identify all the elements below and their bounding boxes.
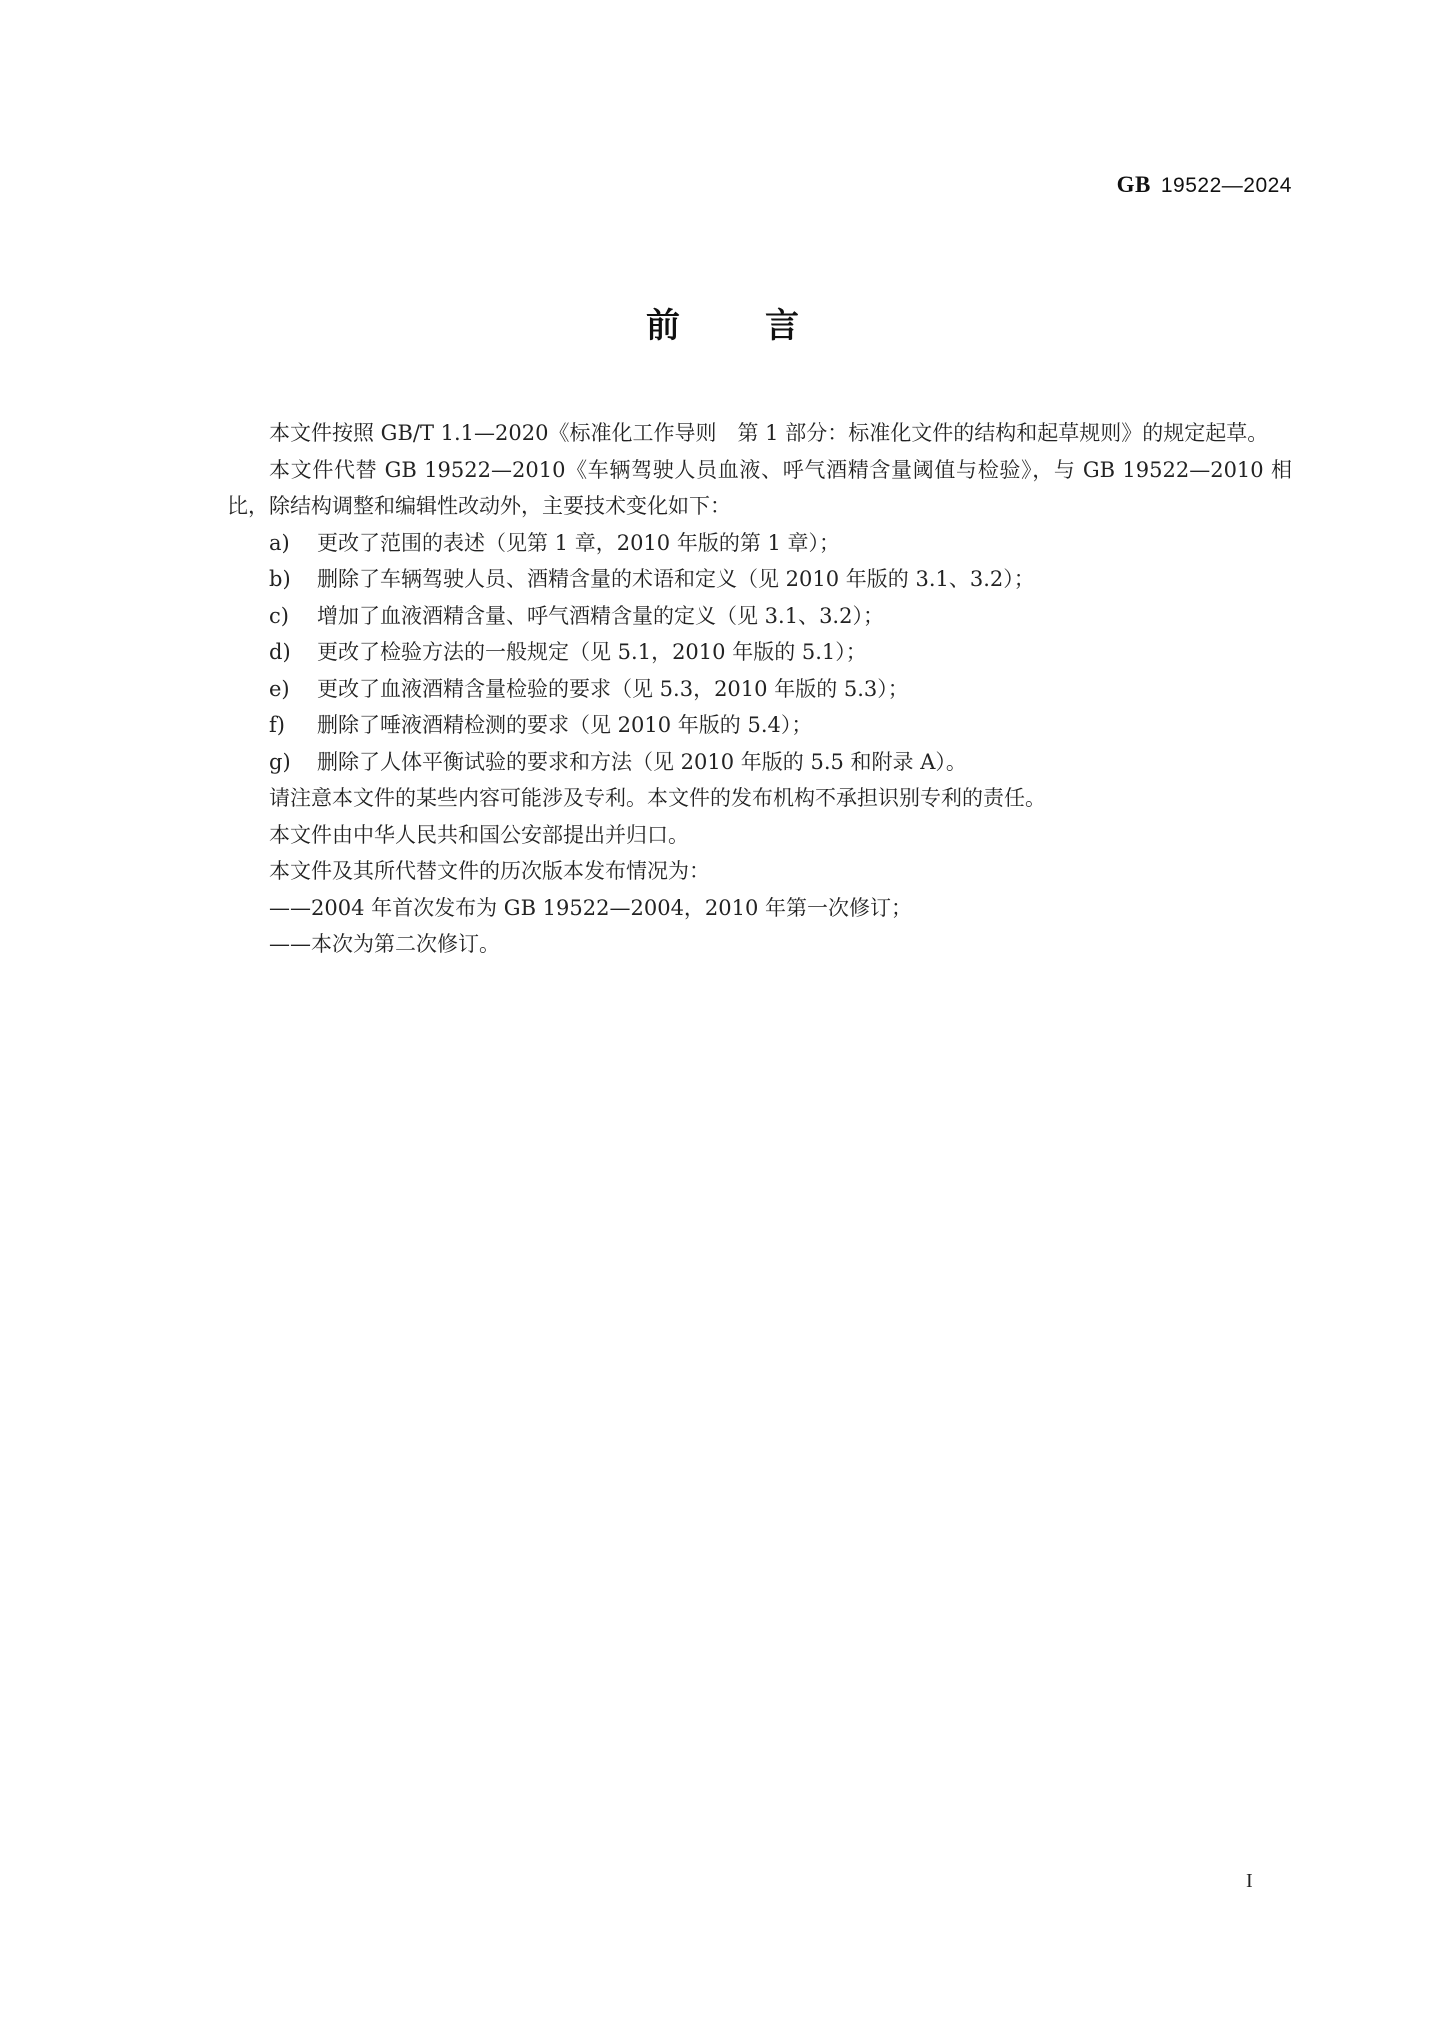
list-item xyxy=(227,598,1292,635)
standard-prefix: GB xyxy=(1116,172,1151,197)
standard-number: 19522—2024 xyxy=(1160,174,1292,197)
list-marker: e) xyxy=(269,676,290,701)
page-title xyxy=(0,298,1445,347)
list-item xyxy=(227,671,1292,708)
list-marker: c) xyxy=(269,603,289,628)
list-item-text: 删除了车辆驾驶人员、酒精含量的术语和定义（见 2010 年版的 3.1、3.2）； xyxy=(317,567,1035,591)
list-marker: a) xyxy=(269,530,290,555)
list-marker: d) xyxy=(269,640,291,664)
list-item xyxy=(227,744,1292,781)
history-item: ——本次为第二次修订。 xyxy=(269,932,500,956)
history-intro-paragraph: 本文件及其所代替文件的历次版本发布情况为： xyxy=(269,859,710,883)
technical-changes-list xyxy=(227,525,1292,781)
list-marker: f) xyxy=(269,713,285,737)
list-item-text: 删除了唾液酒精检测的要求（见 2010 年版的 5.4）； xyxy=(317,713,813,737)
drafting-rules-paragraph: 本文件按照 GB/T 1.1—2020《标准化工作导则 第 1 部分：标准化文件的结构和起草规则》的规定起草。 xyxy=(269,421,1269,445)
foreword-body xyxy=(227,415,1292,963)
list-item xyxy=(227,561,1292,598)
title-char-2: 言 xyxy=(765,306,799,346)
list-item-text: 更改了血液酒精含量检验的要求（见 5.3，2010 年版的 5.3）； xyxy=(317,676,909,701)
list-item-text: 更改了范围的表述（见第 1 章，2010 年版的第 1 章）； xyxy=(317,530,841,555)
list-item-text: 更改了检验方法的一般规定（见 5.1，2010 年版的 5.1）； xyxy=(317,640,867,664)
list-item-text: 删除了人体平衡试验的要求和方法（见 2010 年版的 5.5 和附录 A）。 xyxy=(317,749,967,774)
list-item xyxy=(227,707,1292,744)
patent-notice-paragraph: 请注意本文件的某些内容可能涉及专利。本文件的发布机构不承担识别专利的责任。 xyxy=(269,786,1046,810)
list-item-text: 增加了血液酒精含量、呼气酒精含量的定义（见 3.1、3.2）； xyxy=(317,603,884,628)
page-number: I xyxy=(1246,1870,1253,1892)
list-item xyxy=(227,525,1292,562)
standard-code-header xyxy=(1117,172,1292,198)
replacement-paragraph: 本文件代替 GB 19522—2010《车辆驾驶人员血液、呼气酒精含量阈值与检验》，与 GB 19522—2010 相比，除结构调整和编辑性改动外，主要技术变化如下： xyxy=(227,457,1292,518)
list-marker: b) xyxy=(269,567,291,591)
title-char-1: 前 xyxy=(646,306,680,346)
proposer-paragraph: 本文件由中华人民共和国公安部提出并归口。 xyxy=(269,822,689,847)
list-marker: g) xyxy=(269,749,291,774)
history-item: ——2004 年首次发布为 GB 19522—2004，2010 年第一次修订； xyxy=(269,895,913,920)
list-item xyxy=(227,634,1292,671)
